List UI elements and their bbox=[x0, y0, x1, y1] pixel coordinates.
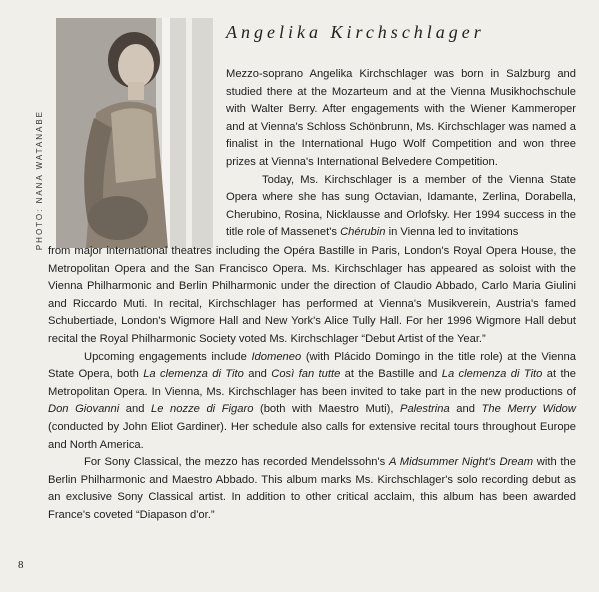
text-column-right bbox=[226, 66, 576, 242]
p2-italic: Chérubin bbox=[340, 226, 386, 239]
p3-text-1: Upcoming engagements include bbox=[84, 350, 252, 363]
p3-text-9: (conducted by John Eliot Gardiner). Her schedule also calls for extensive recital tours throughout Europe and North America. bbox=[48, 420, 576, 451]
p3-text-7: (both with Maestro Muti), bbox=[253, 403, 400, 416]
photo-credit-text: PHOTO: NANA WATANABE bbox=[34, 109, 44, 250]
p3-italic-6: Le nozze di Figaro bbox=[151, 403, 254, 416]
p3-italic-2: La clemenza di Tito bbox=[143, 368, 244, 381]
page-number: 8 bbox=[18, 559, 24, 571]
p3-text-8: and bbox=[449, 403, 482, 416]
portrait-illustration bbox=[56, 18, 213, 248]
p3-italic-4: La clemenza di Tito bbox=[441, 368, 543, 381]
p3-text-3: and bbox=[243, 368, 272, 381]
p3-text-5: at the Metropolitan Opera. In Vienna, Ms. Kirchschlager has been invited to take part in the new productions of bbox=[48, 368, 576, 398]
p3-italic-8: The Merry Widow bbox=[481, 403, 576, 416]
p3-italic-7: Palestrina bbox=[399, 403, 450, 416]
p4-text-2: with the Berlin Philharmonic and Maestro Abbado. This album marks Ms. Kirchschlager's solo recording debut as an exclusive Sony Classical artist. In addition to other critical acclaim, this album has been awarded France's coveted “Diapason d'or.” bbox=[48, 456, 576, 521]
p4-text-1: For Sony Classical, the mezzo has recorded Mendelssohn's bbox=[84, 456, 389, 469]
p4-italic-1: A Midsummer Night's Dream bbox=[388, 456, 534, 469]
paragraph-2-continued: from major international theatres including the Opéra Bastille in Paris, London's Royal Opera House, the Metropolitan Opera and the San Francisco Opera. Ms. Kirchschlager has appeared as soloist with the Vienna Philharmonic and Berlin Philharmonic under the direction of Claudio Abbado, Carlo Maria Giulini and Riccardo Muti. In recital, Kirchschlager has performed at Vienna's Musikverein, Austria's famed Schubertiade, London's Wigmore Hall and New York's Alice Tully Hall. For her 1996 Wigmore Hall debut recital the Royal Philharmonic Society voted Ms. Kirchschlager “Debut Artist of the Year.” bbox=[48, 245, 576, 345]
paragraph-2-start bbox=[226, 172, 576, 242]
p3-italic-1: Idomeneo bbox=[251, 350, 302, 363]
p3-text-6: and bbox=[119, 403, 152, 416]
article-title: Angelika Kirchschlager bbox=[226, 22, 485, 42]
photo-credit bbox=[32, 20, 46, 250]
text-column-full bbox=[48, 243, 576, 525]
p3-italic-3: Così fan tutte bbox=[271, 368, 341, 381]
p3-text-2: (with Plácido Domingo in the title role) at the Vienna State Opera, both bbox=[48, 350, 576, 381]
portrait-photo bbox=[56, 18, 213, 248]
paragraph-3 bbox=[48, 349, 576, 455]
p3-italic-5: Don Giovanni bbox=[48, 403, 120, 416]
paragraph-4 bbox=[48, 454, 576, 524]
p2-text: Today, Ms. Kirchschlager is a member of the Vienna State Opera where she has sung Octavian, Idamante, Zerlina, Dorabella, Cherubino, Rosina, Nicklausse and Orlofsky. Her 1994 success in the title role of Massenet's bbox=[226, 173, 576, 239]
paragraph-1: Mezzo-soprano Angelika Kirchschlager was born in Salzburg and studied there at the Mozarteum and at the Vienna Musikhochschule with Walter Berry. After engagements with the Wiener Kammeroper and at Vienna's Schloss Schönbrunn, Ms. Kirchschlager was named a finalist in the International Hugo Wolf Competition and won three prizes at Vienna's International Belvedere Competition. bbox=[226, 68, 576, 168]
p3-text-4: at the Bastille and bbox=[340, 368, 442, 381]
p2-text-end: in Vienna led to invitations bbox=[385, 226, 519, 239]
